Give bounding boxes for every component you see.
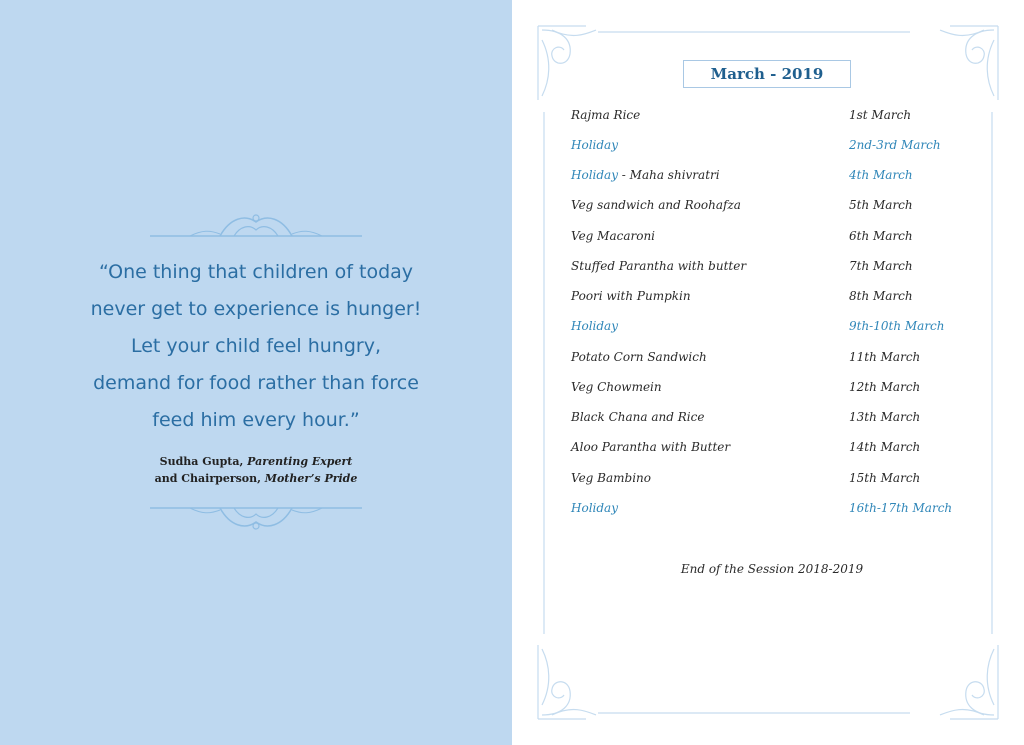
- menu-date: 12th March: [849, 380, 921, 394]
- menu-date: 8th March: [849, 289, 913, 303]
- menu-row: [571, 259, 1001, 279]
- menu-date: 16th-17th March: [849, 501, 953, 515]
- menu-item: Veg Macaroni: [571, 229, 656, 243]
- menu-row-holiday: [571, 138, 1001, 158]
- menu-date: 13th March: [849, 410, 921, 424]
- menu-item: Veg Bambino: [571, 471, 651, 485]
- menu-row: [571, 198, 1001, 218]
- holiday-reason: - Maha shivratri: [617, 168, 720, 182]
- month-title: March - 2019: [683, 60, 851, 88]
- menu-item: Rajma Rice: [571, 108, 641, 122]
- menu-item: [571, 168, 720, 182]
- holiday-label: Holiday: [571, 319, 618, 333]
- attribution-line-2: [100, 470, 412, 487]
- menu-row: [571, 440, 1001, 460]
- quote-attribution: [100, 453, 412, 487]
- menu-item: Veg Chowmein: [571, 380, 662, 394]
- holiday-label: Holiday: [571, 501, 618, 515]
- menu-item: Poori with Pumpkin: [571, 289, 691, 303]
- author-organization: Mother’s Pride: [264, 472, 358, 485]
- menu-item: Black Chana and Rice: [571, 410, 705, 424]
- menu-row-holiday: [571, 168, 1001, 188]
- menu-item: [571, 319, 618, 333]
- menu-item: [571, 501, 618, 515]
- menu-row: [571, 289, 1001, 309]
- menu-date: 5th March: [849, 198, 913, 212]
- author-name: Sudha Gupta,: [159, 455, 248, 468]
- author-role: Parenting Expert: [247, 455, 353, 468]
- author-title-prefix: and Chairperson,: [154, 472, 265, 485]
- menu-row: [571, 380, 1001, 400]
- session-end-note: End of the Session 2018-2019: [680, 562, 864, 576]
- quote-line: demand for food rather than force: [93, 372, 419, 394]
- quote-line: feed him every hour.”: [152, 409, 360, 431]
- menu-row: [571, 108, 1001, 128]
- menu-row: [571, 471, 1001, 491]
- menu-date: 14th March: [849, 440, 921, 454]
- holiday-label: Holiday: [571, 168, 618, 182]
- quote-line: “One thing that children of today: [98, 261, 414, 283]
- right-page: [512, 0, 1024, 745]
- menu-date: 9th-10th March: [849, 319, 945, 333]
- quote-text: [60, 254, 452, 439]
- menu-date: 7th March: [849, 259, 913, 273]
- menu-row: [571, 229, 1001, 249]
- menu-date: 6th March: [849, 229, 913, 243]
- menu-item: [571, 138, 618, 152]
- quote-line: never get to experience is hunger!: [90, 298, 422, 320]
- menu-date: 1st March: [849, 108, 912, 122]
- menu-row-holiday: [571, 319, 1001, 339]
- menu-row: [571, 410, 1001, 430]
- bottom-ornament-icon: [150, 504, 362, 536]
- quote-line: Let your child feel hungry,: [130, 335, 381, 357]
- menu-item: Veg sandwich and Roohafza: [571, 198, 741, 212]
- menu-date: 2nd-3rd March: [849, 138, 941, 152]
- menu-item: Potato Corn Sandwich: [571, 350, 707, 364]
- top-ornament-icon: [150, 208, 362, 240]
- menu-date: 11th March: [849, 350, 921, 364]
- attribution-line-1: [100, 453, 412, 470]
- menu-row-holiday: [571, 501, 1001, 521]
- menu-date: 15th March: [849, 471, 921, 485]
- menu-row: [571, 350, 1001, 370]
- menu-date: 4th March: [849, 168, 913, 182]
- menu-item: Stuffed Parantha with butter: [571, 259, 747, 273]
- holiday-label: Holiday: [571, 138, 618, 152]
- menu-item: Aloo Parantha with Butter: [571, 440, 731, 454]
